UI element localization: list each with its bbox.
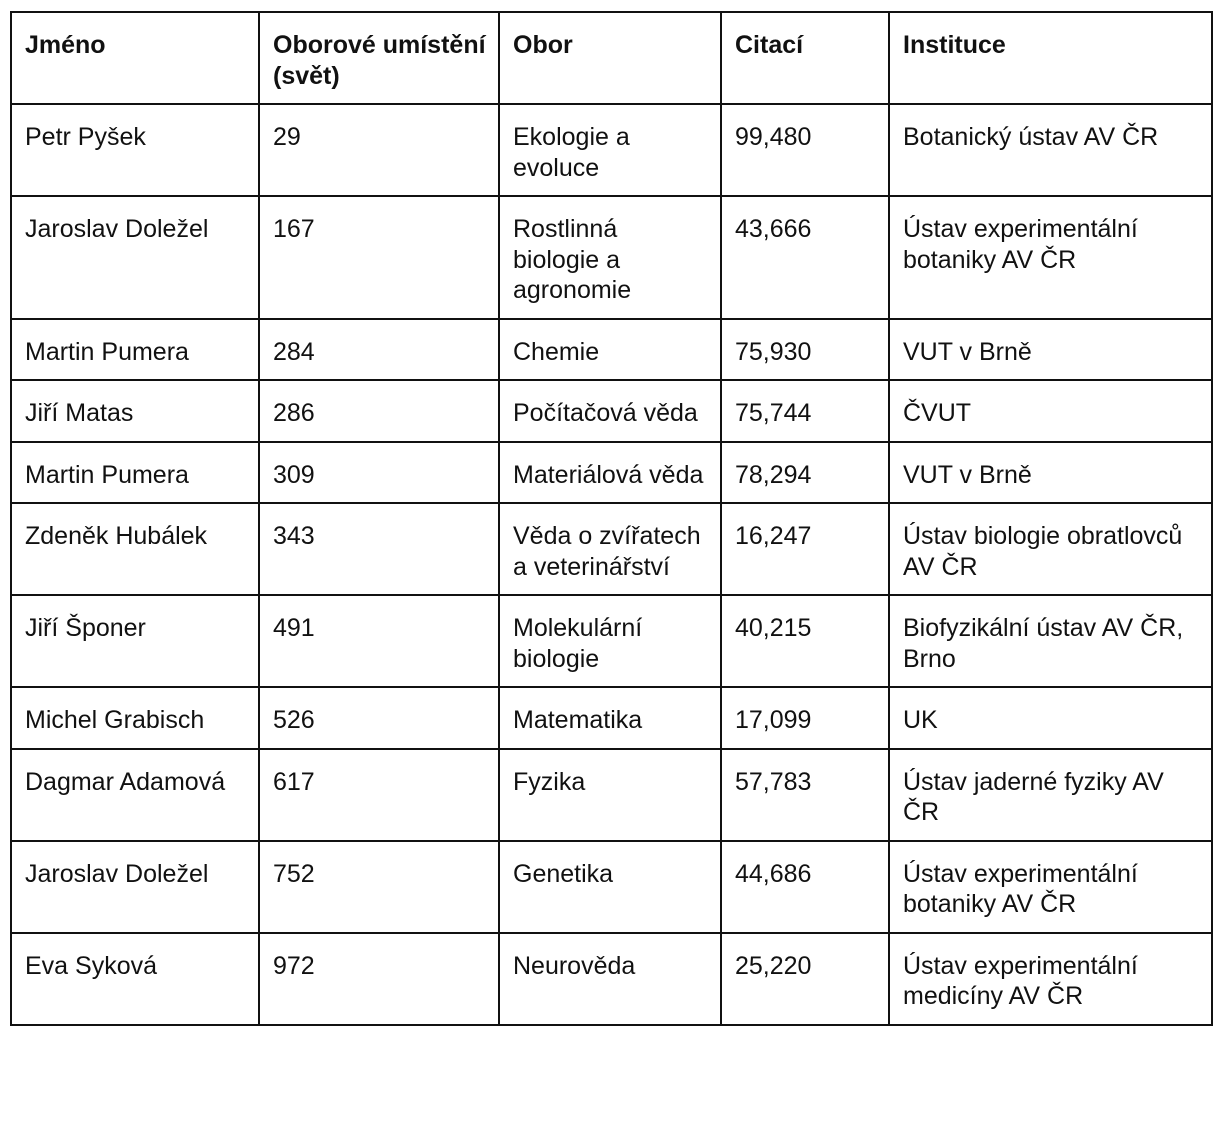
cell-name: Jiří Matas [11,380,259,442]
cell-field: Fyzika [499,749,721,841]
cell-citations: 75,744 [721,380,889,442]
table-row [11,319,1212,381]
header-citations: Citací [721,12,889,104]
cell-citations: 25,220 [721,933,889,1025]
cell-name: Dagmar Adamová [11,749,259,841]
table-row [11,687,1212,749]
cell-institution: Biofyzikální ústav AV ČR, Brno [889,595,1212,687]
cell-field: Ekologie a evoluce [499,104,721,196]
cell-institution: ČVUT [889,380,1212,442]
cell-institution: Ústav experimentální medicíny AV ČR [889,933,1212,1025]
cell-name: Martin Pumera [11,319,259,381]
cell-citations: 16,247 [721,503,889,595]
cell-citations: 44,686 [721,841,889,933]
cell-institution: Ústav experimentální botaniky AV ČR [889,196,1212,319]
cell-name: Zdeněk Hubálek [11,503,259,595]
cell-field-rank: 284 [259,319,499,381]
cell-citations: 78,294 [721,442,889,504]
table-row [11,104,1212,196]
table-row [11,749,1212,841]
header-field: Obor [499,12,721,104]
table-row [11,933,1212,1025]
cell-field: Počítačová věda [499,380,721,442]
cell-citations: 40,215 [721,595,889,687]
cell-field-rank: 167 [259,196,499,319]
table-row [11,196,1212,319]
cell-institution: Ústav biologie obratlovců AV ČR [889,503,1212,595]
cell-institution: Ústav experimentální botaniky AV ČR [889,841,1212,933]
cell-field: Matematika [499,687,721,749]
table-row [11,841,1212,933]
cell-field-rank: 491 [259,595,499,687]
cell-name: Jaroslav Doležel [11,196,259,319]
cell-name: Jiří Šponer [11,595,259,687]
cell-citations: 43,666 [721,196,889,319]
cell-field-rank: 972 [259,933,499,1025]
cell-field: Rostlinná biologie a agronomie [499,196,721,319]
table-body [11,104,1212,1025]
cell-field-rank: 617 [259,749,499,841]
cell-citations: 57,783 [721,749,889,841]
cell-field-rank: 309 [259,442,499,504]
cell-name: Martin Pumera [11,442,259,504]
cell-field: Věda o zvířatech a veterinářství [499,503,721,595]
cell-field: Materiálová věda [499,442,721,504]
cell-field: Molekulární biologie [499,595,721,687]
cell-field-rank: 286 [259,380,499,442]
cell-institution: UK [889,687,1212,749]
scientists-table [10,11,1213,1026]
table-row [11,442,1212,504]
cell-institution: VUT v Brně [889,319,1212,381]
cell-citations: 75,930 [721,319,889,381]
cell-name: Petr Pyšek [11,104,259,196]
cell-field-rank: 343 [259,503,499,595]
table-row [11,380,1212,442]
table-header-row [11,12,1212,104]
cell-field: Neurověda [499,933,721,1025]
cell-citations: 17,099 [721,687,889,749]
cell-field: Chemie [499,319,721,381]
cell-institution: Botanický ústav AV ČR [889,104,1212,196]
cell-name: Michel Grabisch [11,687,259,749]
cell-institution: VUT v Brně [889,442,1212,504]
header-field-rank: Oborové umístění (svět) [259,12,499,104]
cell-field-rank: 752 [259,841,499,933]
cell-citations: 99,480 [721,104,889,196]
cell-name: Jaroslav Doležel [11,841,259,933]
cell-institution: Ústav jaderné fyziky AV ČR [889,749,1212,841]
header-institution: Instituce [889,12,1212,104]
cell-field: Genetika [499,841,721,933]
cell-field-rank: 29 [259,104,499,196]
cell-field-rank: 526 [259,687,499,749]
table-row [11,503,1212,595]
table-row [11,595,1212,687]
header-name: Jméno [11,12,259,104]
cell-name: Eva Syková [11,933,259,1025]
